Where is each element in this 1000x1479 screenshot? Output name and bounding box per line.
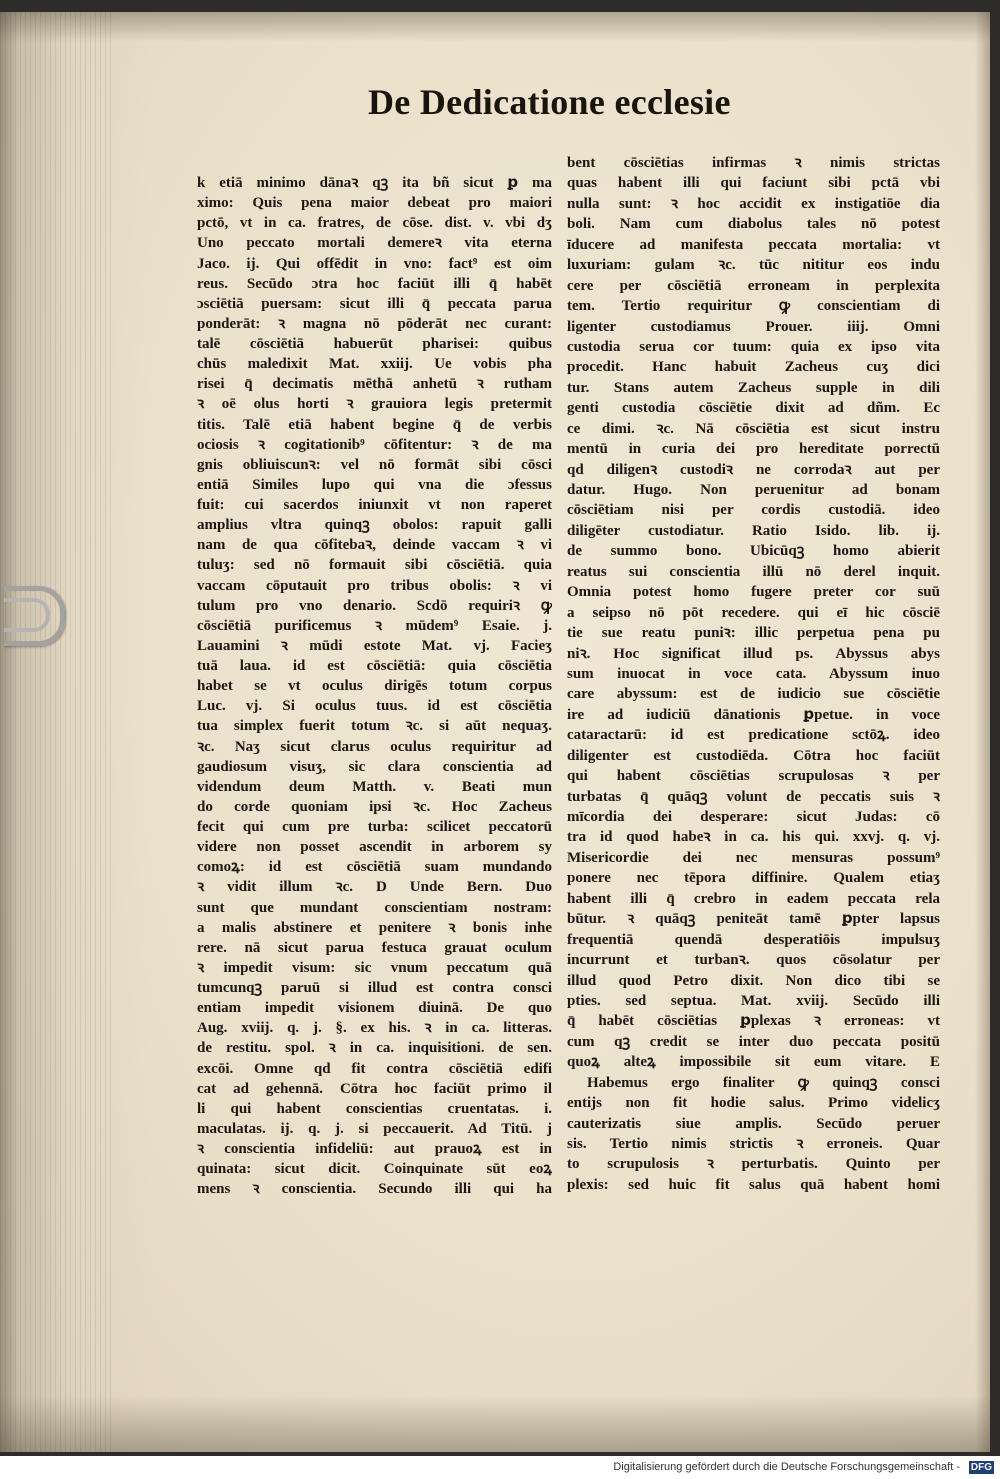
text-line: genti custodia cōsciētie dixit ad dñm. Ec (567, 400, 940, 417)
text-line: chūs maledixit Mat. xxiij. Ue vobis pha (197, 356, 552, 373)
text-line: tur. Stans autem Zacheus supple in dili (567, 379, 940, 396)
text-line: talē cōsciētiā habuerūt pharisei: quibus (197, 336, 552, 352)
text-line: habent illi q̄ crebro in eadem peccata rela (567, 890, 940, 907)
text-line: tuā laua. id est cōsciētiā: quia cōsciētia (197, 658, 552, 674)
text-line: cōsciētiam nisi per cordis custodiā. ideo (567, 502, 940, 519)
text-line: fuit: cui sacerdos iniunxit vt non raperet (197, 497, 552, 513)
text-line: comoꝝ: id est cōsciētiā suam mundando (197, 859, 552, 876)
text-line: boli. Nam cum diabolus tales nō potest (567, 216, 940, 233)
text-line: Uno peccato mortali demereꝛ vita eterna (197, 235, 552, 252)
text-line: rere. nā sicut parua festuca grauat oculum (197, 939, 552, 956)
text-line: nam de qua cōfitebaꝛ, deinde vaccam ꝛ vi (197, 537, 552, 554)
text-line: ponderāt: ꝛ magna nō pōderāt nec curant: (197, 315, 552, 332)
text-line: sum inuocat in voce cata. Abyssum inuo (567, 665, 940, 682)
text-line: Habemus ergo finaliter ꝙ quinqꝫ consci (587, 1074, 940, 1091)
text-line: ꝛ conscientia infideliū: aut prauoꝝ est in (197, 1141, 552, 1157)
text-line: qui habent cōsciētias scrupulosas ꝛ per (567, 768, 940, 785)
text-column-right (567, 153, 940, 1195)
text-line: to scrupulosis ꝛ perturbatis. Quinto per (567, 1156, 940, 1173)
text-line: ce dimi. ꝛc. Nā cōsciētia est sicut instru (567, 420, 940, 437)
text-line: a malis abstinere et penitere ꝛ bonis inhe (197, 919, 552, 936)
text-line: gnis obliuiscunꝛ: vel nō formāt sibi cōsci (197, 456, 552, 473)
text-line: datur. Hugo. Non peruenitur ad bonam (567, 482, 940, 498)
text-line: risei q̄ decimatis mēthā anhetū ꝛ rutham (197, 376, 552, 393)
text-line: de restitu. spol. ꝛ in ca. inquisitioni. de sen. (197, 1040, 552, 1057)
text-line: plexis: sed huic fit salus quā habent homi (567, 1176, 940, 1193)
text-line: īducere ad manifesta peccata mortalia: vt (567, 236, 940, 253)
text-line: niꝛ. Hoc significat illud ps. Abyssus abys (567, 645, 940, 662)
text-line: ꝛ impedit visum: sic vnum peccatum quā (197, 959, 552, 976)
running-title: De Dedicatione ecclesie (368, 82, 731, 122)
text-line: custodia serua cor tuum: quia ex ipso vita (567, 338, 940, 355)
text-line: Aug. xviij. q. j. §. ex his. ꝛ in ca. litteras. (197, 1020, 552, 1037)
text-line: frequentiā quendā desperatiōis impulsuʒ (567, 931, 940, 948)
text-line: tuluʒ: sed nō formauit sibi cōsciētiā. quia (197, 557, 552, 574)
page-fore-edge-lines (0, 12, 115, 1452)
text-line: gaudiosum visuʒ, sic clara conscientia ad (197, 758, 552, 775)
text-line: vaccam cōputauit pro tribus obolis: ꝛ vi (197, 577, 552, 594)
text-line: tra id quod habeꝛ in ca. his qui. xxvj. q. vj. (567, 829, 940, 846)
text-line: illud quod Petro dixit. Non dico tibi se (567, 972, 940, 989)
text-line: tulum pro vno denario. Scdō requiriꝛ ꝙ (197, 597, 552, 614)
text-line: diligenter est custodiēda. Cōtra hoc faciūt (567, 747, 940, 764)
text-line: tie sue reatu puniꝛ: illic perpetua pena pu (567, 625, 940, 642)
text-line: incurrunt et turbanꝛ. quos cōsolatur per (567, 952, 940, 969)
text-line: qd diligenꝛ custodiꝛ ne corrodaꝛ aut per (567, 461, 940, 478)
text-line: cat ad gehennā. Cōtra hoc faciūt primo il (197, 1080, 552, 1097)
text-line: videndum deum Matth. v. Beati mun (197, 778, 552, 795)
text-line: cere per cōsciētiā erroneam in perplexita (567, 277, 940, 294)
text-line: bent cōsciētias infirmas ꝛ nimis strictas (567, 155, 940, 171)
text-line: diligēter custodiatur. Ratio Isido. lib. ij. (567, 522, 940, 539)
text-line: reatus sui conscientia illū nō derel inquit. (567, 563, 940, 580)
text-line: cōsciētiā purificemus ꝛ mūdem⁹ Esaie. j. (197, 617, 552, 634)
text-line: videre non posset ascendit in arborem sy (197, 839, 552, 856)
text-line: quoꝝ alteꝝ impossibile sit eum vitare. E (567, 1054, 940, 1071)
text-line: ꝛ oē olus horti ꝛ grauiora legis pretermit (197, 396, 552, 413)
text-line: Omnia potest homo fugere preter cor suū (567, 584, 940, 601)
text-line: tua simplex fuerit totum ꝛc. si aūt nequaʒ. (197, 718, 552, 735)
text-line: fecit qui cum pre turba: scilicet peccatorū (197, 819, 552, 835)
text-line: ꝛc. Naʒ sicut clarus oculus requiritur ad (197, 738, 552, 755)
text-line: pctō, vt in ca. fratres, de cōse. dist. v. vbi dʒ (197, 215, 552, 232)
paper-clip-inner-loop (4, 598, 50, 632)
text-line: li qui habent conscientias cruentatas. i. (197, 1100, 552, 1117)
text-line: luxuriam: gulam ꝛc. tūc nititur eos indu (567, 257, 940, 274)
text-line: ɔsciētiā puersam: sicut illi q̄ peccata parua (197, 295, 552, 312)
text-line: ociosis ꝛ cogitationib⁹ cōfitentur: ꝛ de ma (197, 436, 552, 453)
text-line: tumcunqꝫ paruū si illud est contra consci (197, 980, 552, 996)
text-column-left (197, 173, 552, 1199)
text-line: quas habent illi qui faciunt sibi pctā vbi (567, 175, 940, 192)
text-line: reus. Secūdo ɔtra hoc faciūt illi q̄ habēt (197, 275, 552, 292)
text-line: Luc. vj. Si oculus tuus. id est cōsciētia (197, 698, 552, 715)
text-line: mīcordia dei desperare: sicut Judas: cō (567, 809, 940, 825)
text-line: cauterizatis siue amplis. Secūdo peruer (567, 1115, 940, 1132)
text-line: Misericordie dei nec mensuras possum⁹ (567, 849, 940, 866)
page-bottom-shadow (0, 1395, 990, 1452)
text-line: maculatas. ij. q. j. si peccauerit. Ad Titū. j (197, 1120, 552, 1137)
text-line: sunt que mundant conscientiam nostram: (197, 899, 552, 916)
text-line: ire ad iudiciū dānationis ꝑpetue. in voce (567, 706, 940, 723)
text-line: sis. Tertio nimis strictis ꝛ erroneis. Quar (567, 1136, 940, 1152)
text-line: entiam impedit visionem diuinā. De quo (197, 1000, 552, 1017)
text-line: entijs non fit hodie salus. Primo videlicʒ (567, 1095, 940, 1112)
text-line: ponere nec tēpora diffinire. Qualem etiaʒ (567, 870, 940, 887)
text-line: nulla sunt: ꝛ hoc accidit ex instigatiōe dia (567, 195, 940, 212)
text-line: habet se vt oculus dirigēs totum corpus (197, 678, 552, 695)
text-line: Jaco. ij. Qui offēdit in vno: fact⁹ est oim (197, 255, 552, 272)
text-line: ximo: Quis pena maior debeat pro maiori (197, 195, 552, 212)
text-line: care abyssum: est de iudicio sue cōsciētie (567, 686, 940, 703)
text-line: cataractarū: id est predicatione sctōꝝ. ideo (567, 727, 940, 744)
text-line: cum qꝫ credit se inter duo peccata positū (567, 1033, 940, 1050)
text-line: k etiā minimo dānaꝛ qꝫ ita bñ sicut ꝑ ma (197, 175, 552, 191)
text-line: do corde quoniam ipsi ꝛc. Hoc Zacheus (197, 798, 552, 815)
text-line: q̄ habēt cōsciētias ꝑplexas ꝛ erroneas: vt (567, 1013, 940, 1030)
text-line: ligenter custodiamus Prouer. iiij. Omni (567, 318, 940, 335)
text-line: ꝛ vidit illum ꝛc. D Unde Bern. Duo (197, 879, 552, 896)
dfg-logo-icon: DFG (970, 1462, 992, 1473)
text-line: tem. Tertio requiritur ꝙ conscientiam di (567, 298, 940, 315)
page-top-shadow (0, 12, 990, 42)
text-line: amplius vltra quinqꝫ obolos: rapuit galli (197, 517, 552, 534)
page-right-edge (975, 12, 990, 1452)
text-line: quinata: sicut dicit. Coinquinate sūt eoꝝ (197, 1161, 552, 1178)
text-line: excōi. Omne qd fit contra cōsciētiā edifi (197, 1060, 552, 1077)
text-line: turbatas q̄ quāqꝫ volunt de peccatis suis ꝛ (567, 788, 940, 805)
text-line: de summo bono. Ubicūqꝫ homo abierit (567, 543, 940, 560)
text-line: procedit. Hanc habuit Zacheus cuʒ dici (567, 359, 940, 376)
text-line: entiā Similes lupo qui vna die ɔfessus (197, 476, 552, 493)
text-line: būtur. ꝛ quāqꝫ peniteāt tamē ꝑpter lapsus (567, 911, 940, 928)
funding-credit: Digitalisierung gefördert durch die Deutsche Forschungsgemeinschaft - (613, 1461, 960, 1473)
text-line: a seipso nō pōt recedere. qui eī hic cōsciē (567, 604, 940, 621)
text-line: pties. sed septua. Mat. xviij. Secūdo illi (567, 992, 940, 1009)
digitization-footer (0, 1456, 1000, 1479)
text-line: Lauamini ꝛ mūdi estote Mat. vj. Facieʒ (197, 637, 552, 654)
text-line: titis. Talē etiā habent begine q̄ de verbis (197, 416, 552, 433)
text-line: mentū in curia dei pro hereditate porrectū (567, 441, 940, 458)
text-line: mens ꝛ conscientia. Secundo illi qui ha (197, 1181, 552, 1198)
